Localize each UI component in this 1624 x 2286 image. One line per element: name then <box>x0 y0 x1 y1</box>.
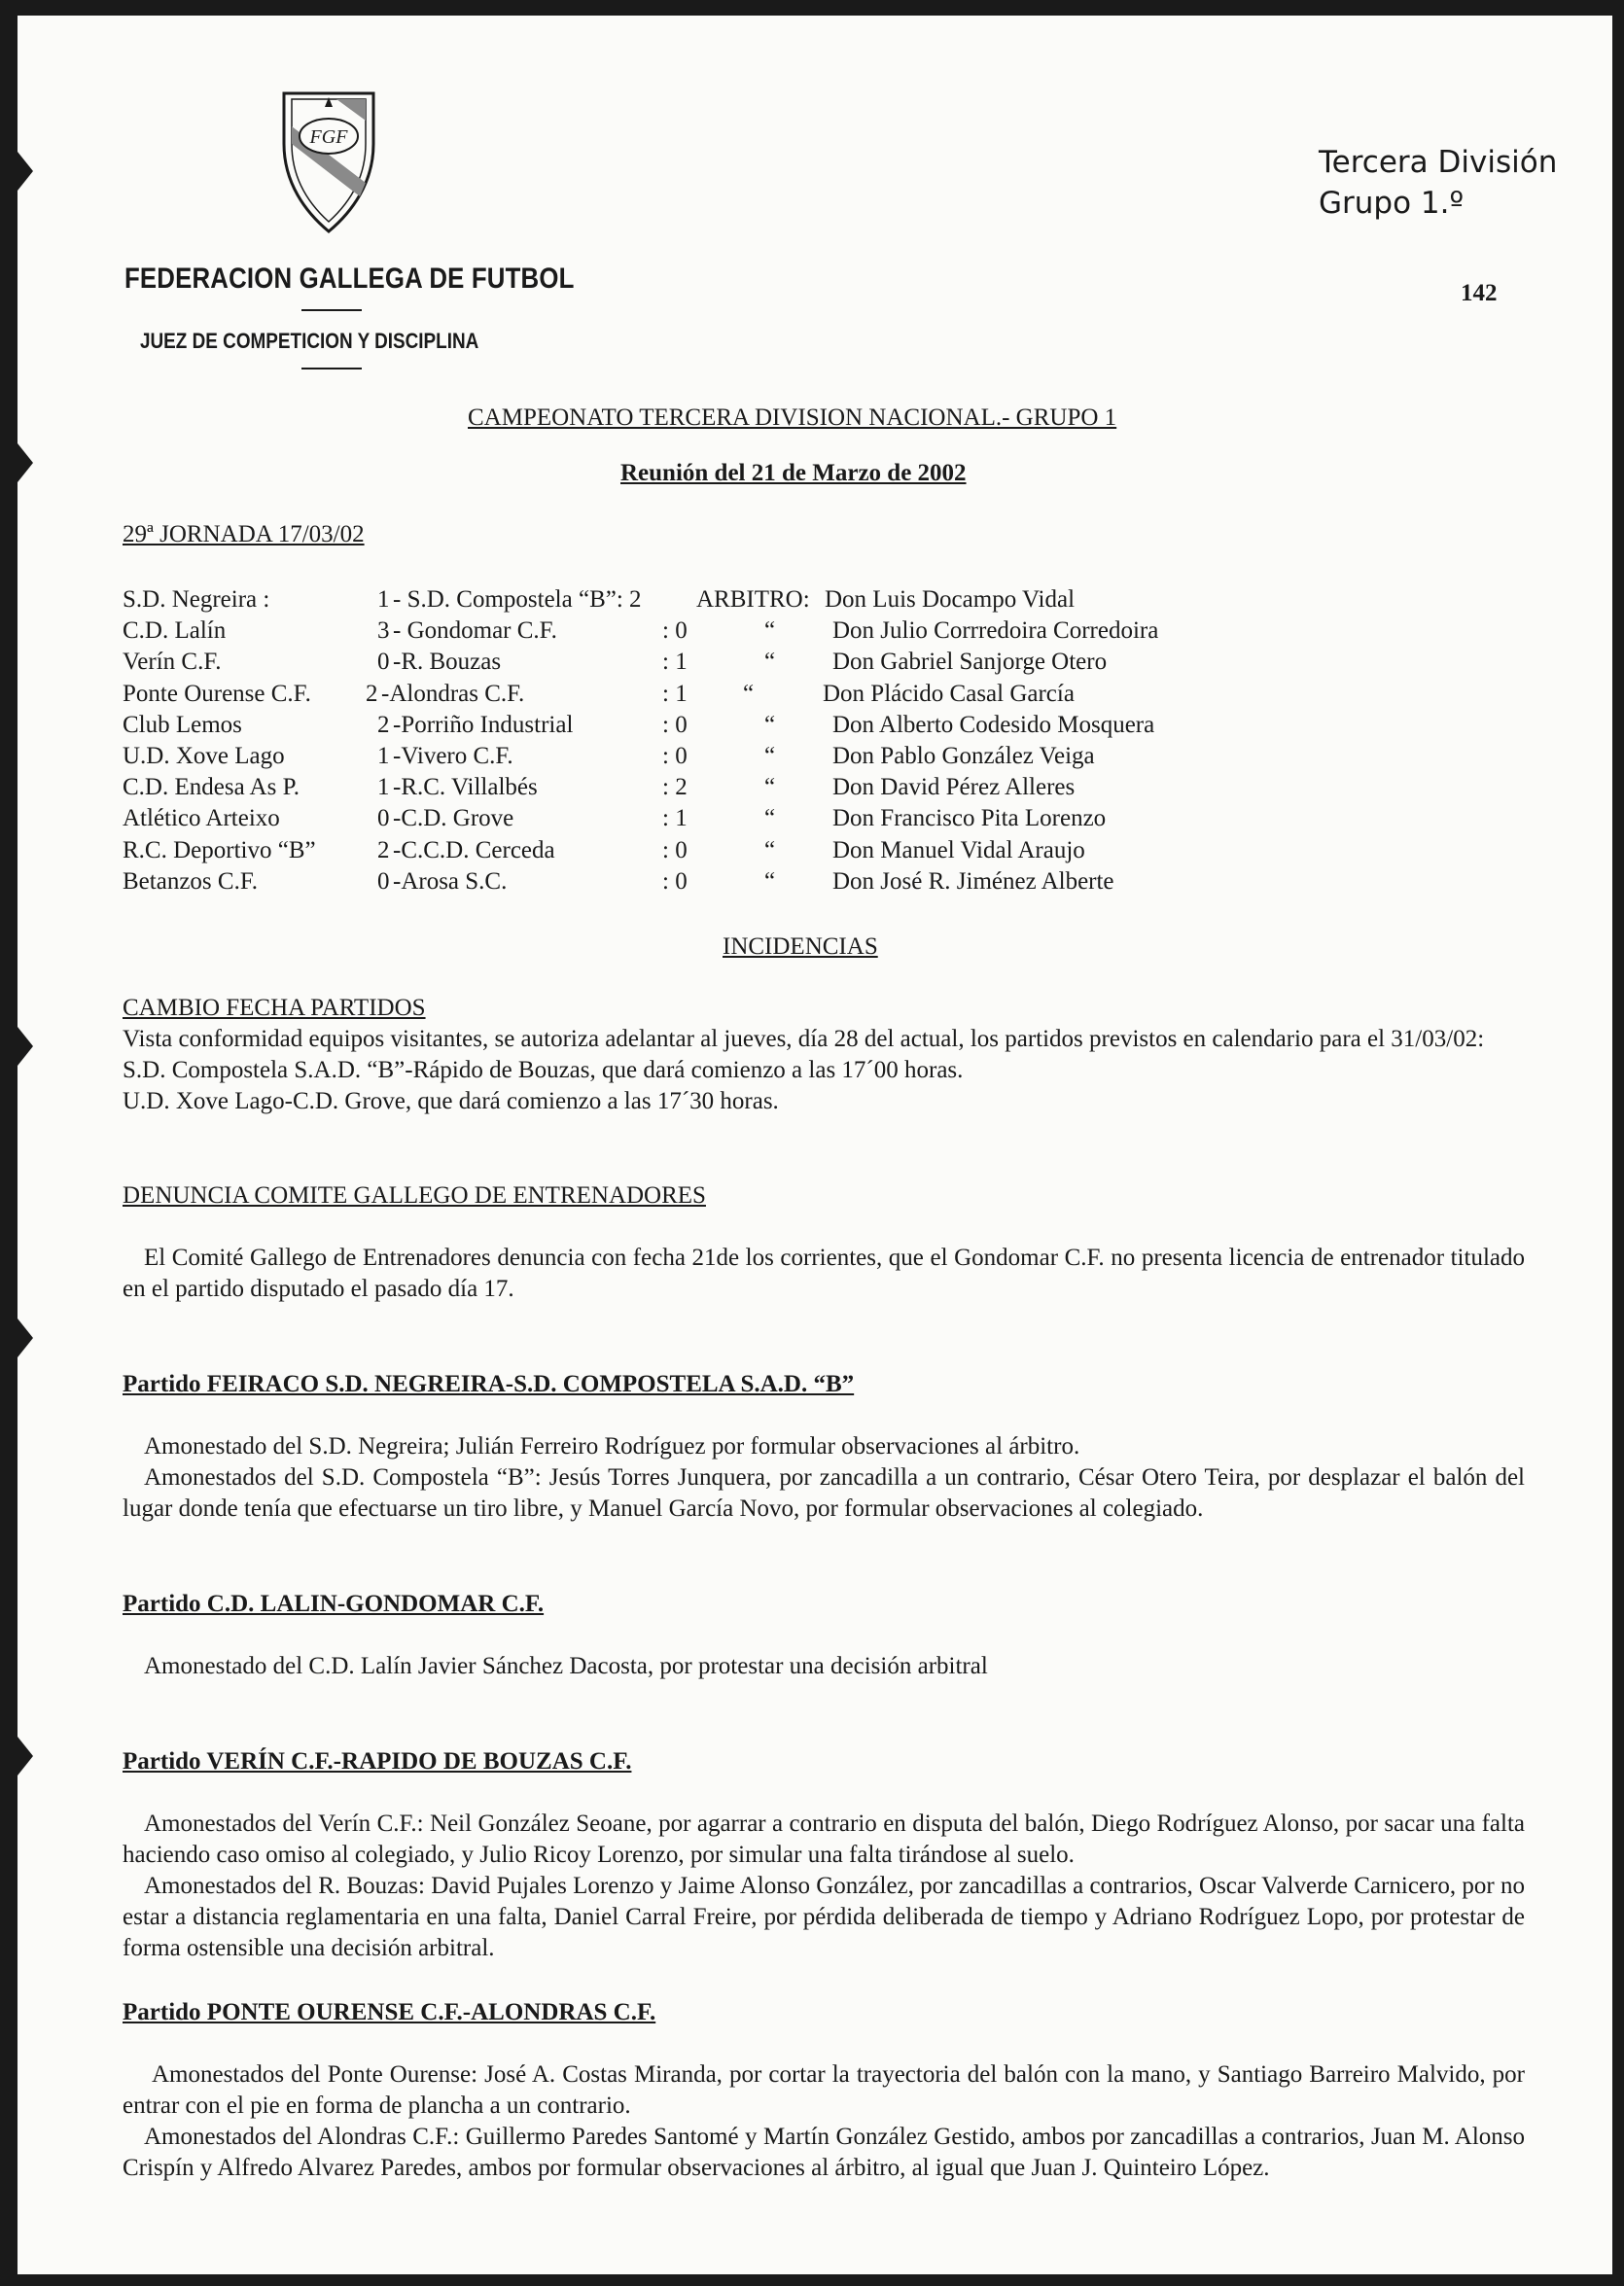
section-title-cambio: CAMBIO FECHA PARTIDOS <box>123 995 426 1021</box>
result-row <box>123 803 1484 834</box>
referee-label: “ <box>764 774 776 801</box>
away-team: -Porriño Industrial <box>393 711 574 738</box>
result-row <box>123 647 1484 678</box>
referee-label: “ <box>764 743 776 769</box>
away-team: -C.D. Grove <box>393 805 514 832</box>
logo-monogram: FGF <box>309 126 348 148</box>
paragraph: Amonestados del Alondras C.F.: Guillermo Paredes Santomé y Martín González Gestido, ambos por zancadillas a contrarios, Juan M. Alonso Crispín y Alfredo Alvarez Paredes, ambos por formular observaciones al árbitro, al igual que Juan J. Quinteiro López. <box>123 2124 1525 2181</box>
referee-name: Don Luis Docampo Vidal <box>825 586 1076 613</box>
referee-name: Don Alberto Codesido Mosquera <box>832 711 1155 738</box>
referee-label: ARBITRO: <box>696 586 810 613</box>
result-row <box>123 772 1484 803</box>
away-team: - S.D. Compostela “B”: 2 <box>393 586 642 613</box>
divider <box>301 309 362 311</box>
paragraph: Amonestado del C.D. Lalín Javier Sánchez Dacosta, por protestar una decisión arbitral <box>144 1653 988 1679</box>
home-team: C.D. Lalín <box>123 617 227 645</box>
home-goals: 0 <box>377 649 390 676</box>
away-goals: : 0 <box>662 743 688 769</box>
home-goals: 1 <box>377 743 390 769</box>
scan-edge-notch <box>18 152 33 191</box>
home-team: C.D. Endesa As P. <box>123 774 300 801</box>
away-goals: : 1 <box>662 805 688 832</box>
scan-edge-notch <box>18 1027 33 1066</box>
group-name: Grupo 1.º <box>1319 186 1465 221</box>
referee-label: “ <box>764 617 776 645</box>
referee-label: “ <box>764 649 776 676</box>
away-team: - Gondomar C.F. <box>393 617 557 645</box>
section-body-lalin <box>123 1651 1525 1682</box>
away-goals: : 2 <box>662 774 688 801</box>
referee-name: Don Francisco Pita Lorenzo <box>832 805 1107 832</box>
paragraph: Amonestado del S.D. Negreira; Julián Ferreiro Rodríguez por formular observaciones al árbitro. <box>144 1433 1080 1460</box>
home-team: Verín C.F. <box>123 649 222 676</box>
section-title-verin: Partido VERÍN C.F.-RAPIDO DE BOUZAS C.F. <box>123 1748 632 1775</box>
paragraph: Vista conformidad equipos visitantes, se autoriza adelantar al jueves, día 28 del actual, los partidos previstos en calendario para el 31/03/02: <box>123 1026 1485 1052</box>
referee-label: “ <box>743 680 755 707</box>
paragraph: Amonestados del Ponte Ourense: José A. Costas Miranda, por cortar la trayectoria del balón con la mano, y Santiago Barreiro Malvido, por entrar con el pie en forma de plancha a un contrario. <box>123 2061 1525 2119</box>
scan-edge-notch <box>18 443 33 482</box>
away-team: -Alondras C.F. <box>381 680 525 707</box>
section-body-verin <box>123 1809 1525 1964</box>
away-goals: : 0 <box>662 867 688 895</box>
away-goals: : 0 <box>662 617 688 645</box>
section-body-cambio <box>123 1024 1525 1117</box>
section-body-ponte <box>123 2059 1525 2184</box>
away-team: -R.C. Villalbés <box>393 774 538 801</box>
championship-title: CAMPEONATO TERCERA DIVISION NACIONAL.- GRUPO 1 <box>468 404 1117 431</box>
referee-label: “ <box>764 711 776 738</box>
away-goals: : 0 <box>662 836 688 863</box>
home-team: Betanzos C.F. <box>123 867 258 895</box>
jornada-heading: 29ª JORNADA 17/03/02 <box>123 521 365 547</box>
referee-label: “ <box>764 805 776 832</box>
referee-label: “ <box>764 867 776 895</box>
home-goals: 2 <box>366 680 378 707</box>
home-team: Club Lemos <box>123 711 242 738</box>
page-number: 142 <box>1461 280 1498 306</box>
result-row <box>123 866 1484 897</box>
referee-label: “ <box>764 836 776 863</box>
section-title-negreira: Partido FEIRACO S.D. NEGREIRA-S.D. COMPOSTELA S.A.D. “B” <box>123 1371 855 1397</box>
home-goals: 2 <box>377 711 390 738</box>
result-row <box>123 584 1484 615</box>
referee-name: Don Gabriel Sanjorge Otero <box>832 649 1108 676</box>
home-team: S.D. Negreira : <box>123 586 270 613</box>
paragraph: Amonestados del S.D. Compostela “B”: Jesús Torres Junquera, por zancadilla a un contrario, César Otero Teira, por desplazar el balón del lugar donde tenía que efectuarse un tiro libre, y Manuel García Novo, por formular observaciones al colegiado. <box>123 1464 1525 1522</box>
referee-name: Don José R. Jiménez Alberte <box>832 867 1114 895</box>
section-title-denuncia: DENUNCIA COMITE GALLEGO DE ENTRENADORES <box>123 1182 706 1209</box>
away-team: -Vivero C.F. <box>393 743 513 769</box>
home-team: U.D. Xove Lago <box>123 743 285 769</box>
scan-edge-notch <box>18 1737 33 1776</box>
referee-name: Don David Pérez Alleres <box>832 774 1076 801</box>
result-row <box>123 679 1484 710</box>
away-goals: : 0 <box>662 711 688 738</box>
result-row <box>123 710 1484 741</box>
home-goals: 2 <box>377 836 390 863</box>
scan-edge-notch <box>18 1319 33 1357</box>
home-goals: 1 <box>377 586 390 613</box>
home-team: Ponte Ourense C.F. <box>123 680 311 707</box>
section-body-negreira <box>123 1431 1525 1525</box>
document-page <box>18 16 1612 2274</box>
paragraph: Amonestados del R. Bouzas: David Pujales Lorenzo y Jaime Alonso González, por zancadillas a contrarios, Oscar Valverde Carnicero, por no estar a distancia reglamentaria en una falta, Daniel Carral Freire, por pérdida deliberada de tiempo y Adriano Rodríguez Lopo, por protestar de forma ostensible una decisión arbitral. <box>123 1873 1525 1961</box>
away-goals: : 1 <box>662 649 688 676</box>
federation-title: FEDERACION GALLEGA DE FUTBOL <box>124 263 575 295</box>
meeting-date: Reunión del 21 de Marzo de 2002 <box>620 460 967 486</box>
section-body-denuncia <box>123 1243 1525 1305</box>
away-team: -Arosa S.C. <box>393 867 508 895</box>
incidencias-heading: INCIDENCIAS <box>723 933 878 960</box>
home-goals: 3 <box>377 617 390 645</box>
home-goals: 0 <box>377 805 390 832</box>
judge-title: JUEZ DE COMPETICION Y DISCIPLINA <box>140 329 479 353</box>
paragraph: El Comité Gallego de Entrenadores denuncia con fecha 21de los corrientes, que el Gondomar C.F. no presenta licencia de entrenador titulado en el partido disputado el pasado día 17. <box>123 1245 1525 1302</box>
referee-name: Don Manuel Vidal Araujo <box>832 836 1085 863</box>
section-title-ponte: Partido PONTE OURENSE C.F.-ALONDRAS C.F. <box>123 1999 656 2025</box>
home-goals: 1 <box>377 774 390 801</box>
home-team: Atlético Arteixo <box>123 805 280 832</box>
paragraph: Amonestados del Verín C.F.: Neil González Seoane, por agarrar a contrario en disputa del balón, Diego Rodríguez Alonso, por sacar una falta haciendo caso omiso al colegiado, y Julio Ricoy Lorenzo, por simular una falta tirándose al suelo. <box>123 1811 1525 1868</box>
referee-name: Don Pablo González Veiga <box>832 743 1095 769</box>
paragraph: S.D. Compostela S.A.D. “B”-Rápido de Bouzas, que dará comienzo a las 17´00 horas. <box>123 1057 964 1083</box>
result-row <box>123 835 1484 866</box>
result-row <box>123 615 1484 647</box>
division-block <box>1319 142 1557 224</box>
result-row <box>123 741 1484 772</box>
away-team: -C.C.D. Cerceda <box>393 836 555 863</box>
away-team: -R. Bouzas <box>393 649 502 676</box>
federation-shield-logo <box>278 88 379 235</box>
home-goals: 0 <box>377 867 390 895</box>
divider <box>301 368 362 369</box>
referee-name: Don Plácido Casal García <box>823 680 1075 707</box>
away-goals: : 1 <box>662 680 688 707</box>
division-name: Tercera División <box>1319 145 1558 180</box>
section-title-lalin: Partido C.D. LALIN-GONDOMAR C.F. <box>123 1591 545 1617</box>
home-team: R.C. Deportivo “B” <box>123 836 316 863</box>
referee-name: Don Julio Corrredoira Corredoira <box>832 617 1159 645</box>
paragraph: U.D. Xove Lago-C.D. Grove, que dará comienzo a las 17´30 horas. <box>123 1088 779 1114</box>
